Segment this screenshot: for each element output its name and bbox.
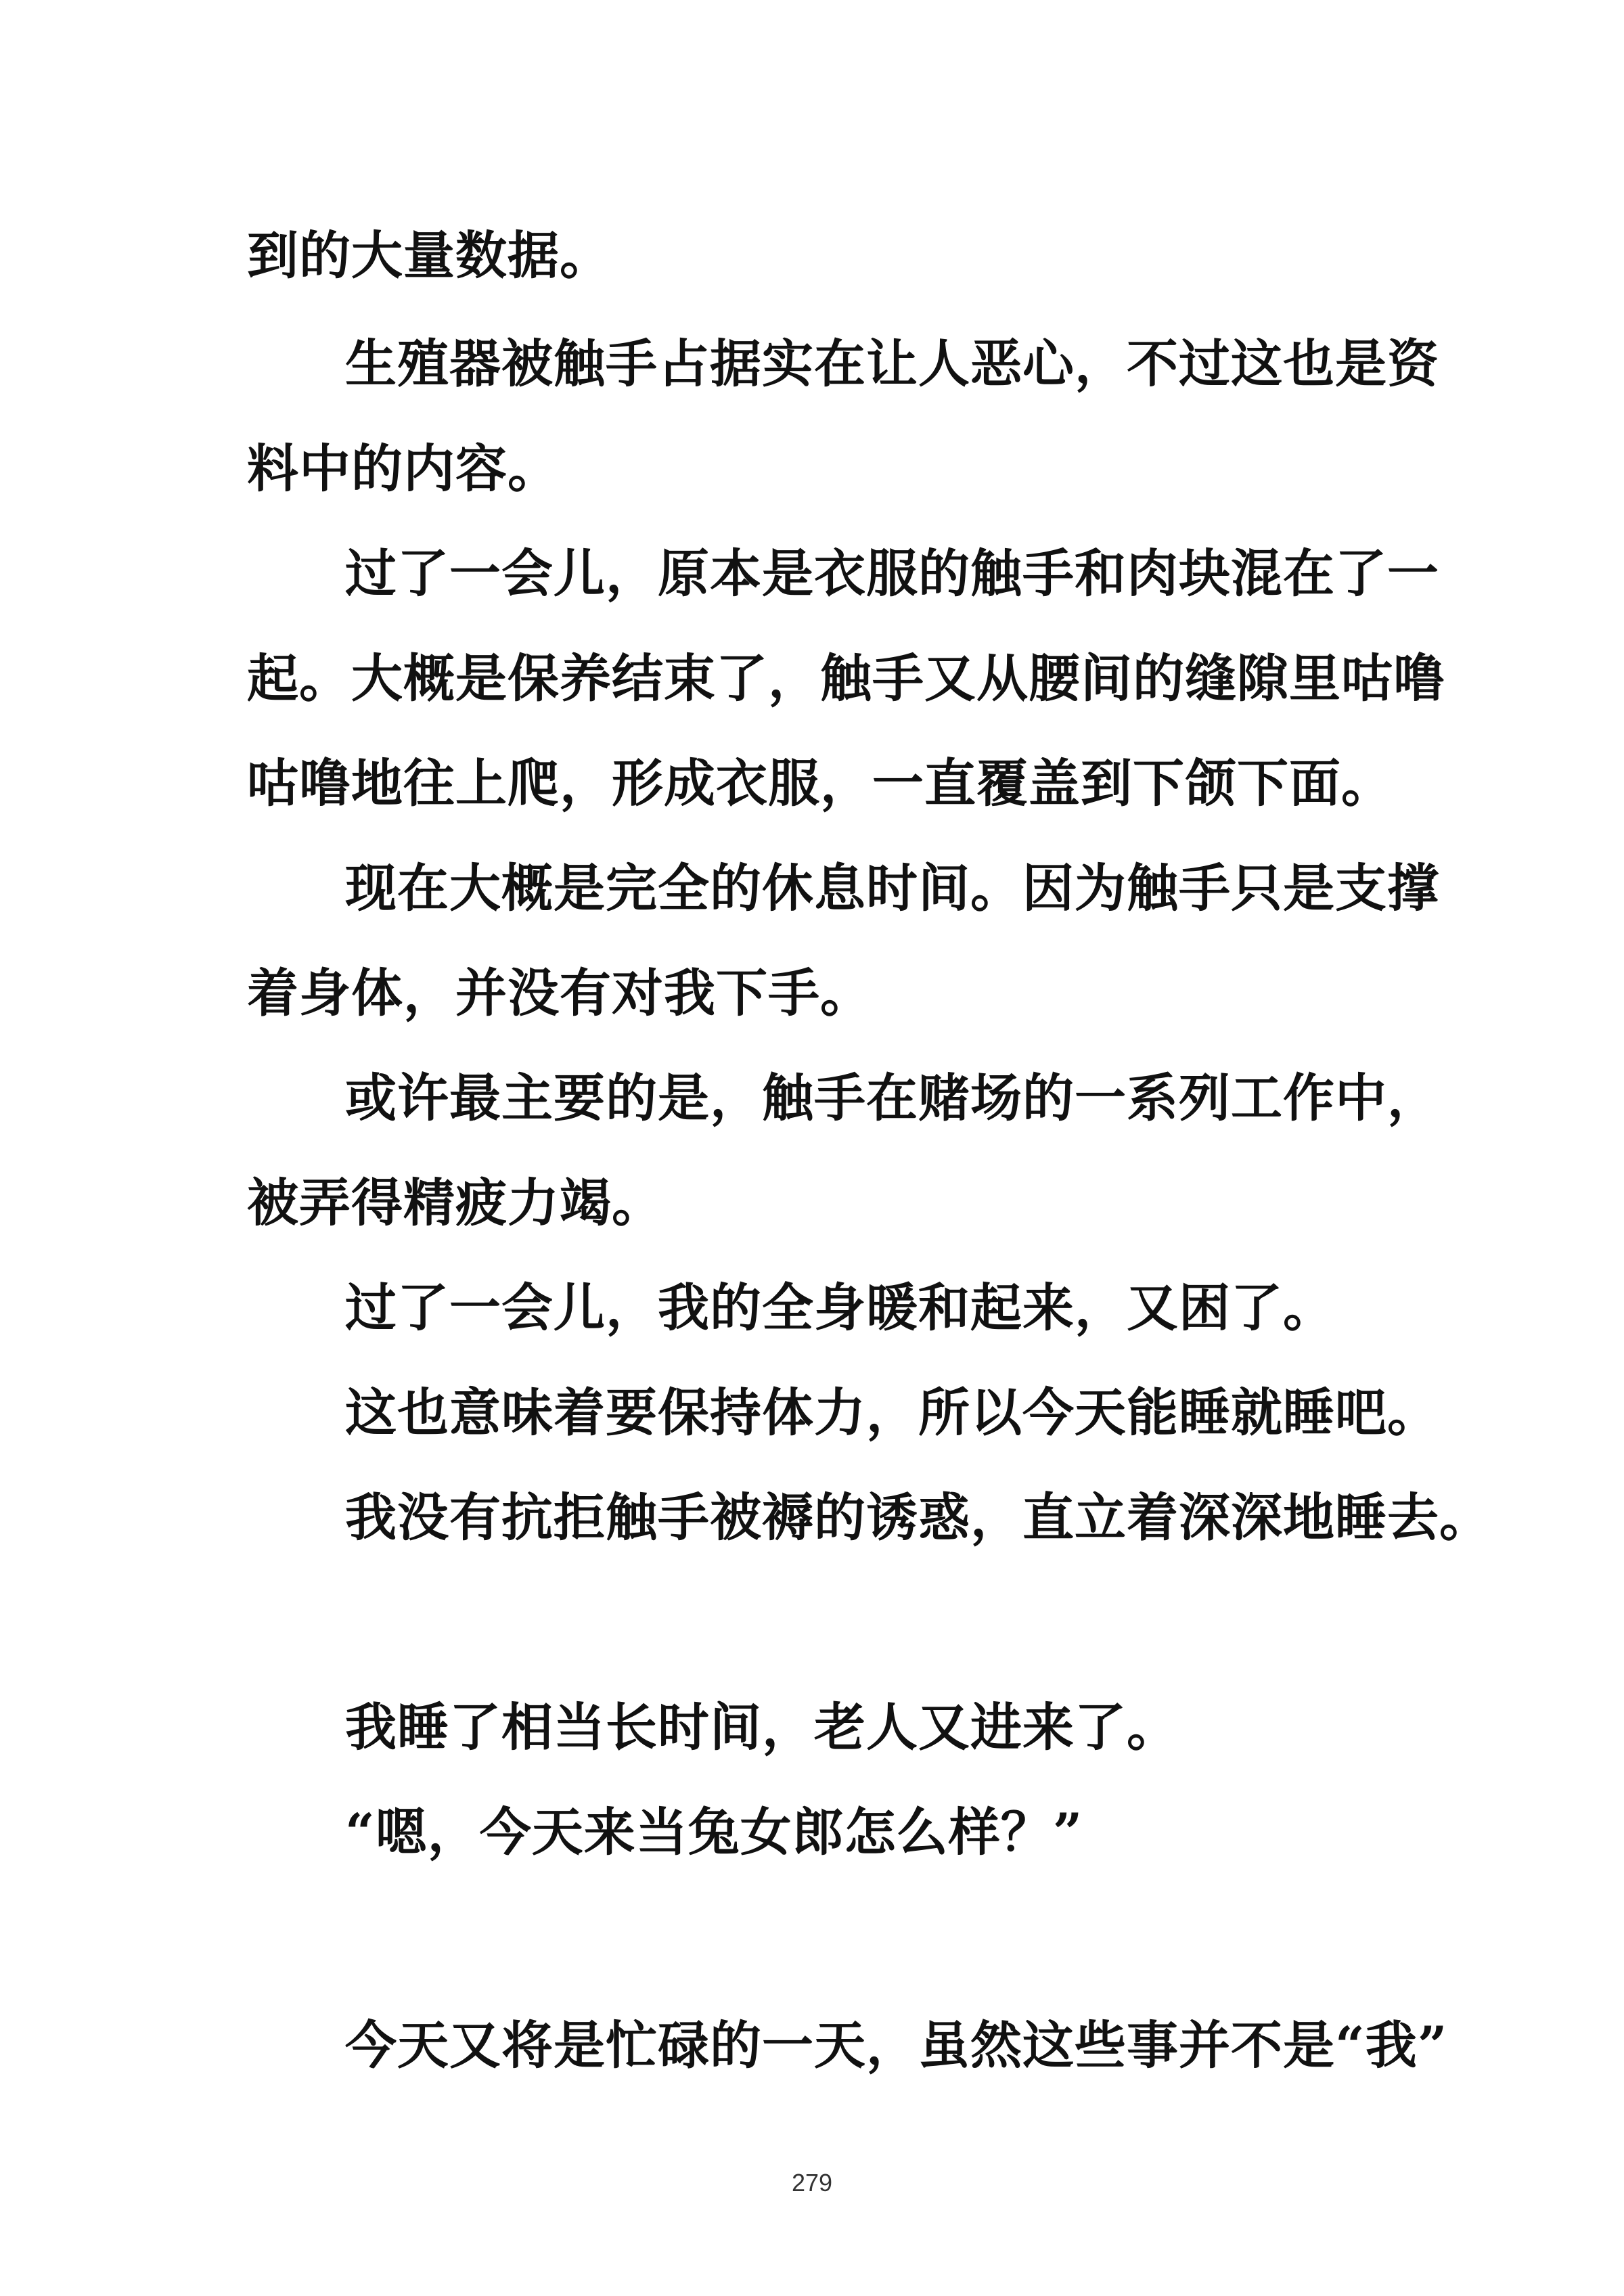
text-line: 我没有抗拒触手被褥的诱惑，直立着深深地睡去。 (345, 1487, 1491, 1548)
text-line: “嗯，今天来当兔女郎怎么样？” (345, 1802, 1083, 1862)
text-line: 今天又将是忙碌的一天，虽然这些事并不是“我” (345, 2015, 1448, 2075)
text-line: 过了一会儿，我的全身暖和起来，又困了。 (345, 1278, 1335, 1338)
text-line: 咕噜地往上爬，形成衣服，一直覆盖到下颌下面。 (247, 753, 1393, 813)
text-line: 现在大概是完全的休息时间。因为触手只是支撑 (345, 858, 1439, 918)
text-line: 过了一会儿，原本是衣服的触手和肉块混在了一 (345, 543, 1439, 604)
text-line: 着身体，并没有对我下手。 (247, 963, 872, 1023)
text-line: 我睡了相当长时间，老人又进来了。 (345, 1697, 1179, 1757)
text-line: 或许最主要的是，触手在赌场的一系列工作中， (345, 1068, 1439, 1128)
page-number: 279 (791, 2169, 833, 2197)
text-line: 生殖器被触手占据实在让人恶心，不过这也是资 (345, 334, 1439, 394)
text-line: 料中的内容。 (247, 438, 560, 499)
text-line: 起。大概是保养结束了，触手又从腰间的缝隙里咕噜 (247, 648, 1445, 708)
text-line: 到的大量数据。 (247, 225, 612, 286)
text-line: 这也意味着要保持体力，所以今天能睡就睡吧。 (345, 1382, 1439, 1443)
text-line: 被弄得精疲力竭。 (247, 1173, 664, 1233)
